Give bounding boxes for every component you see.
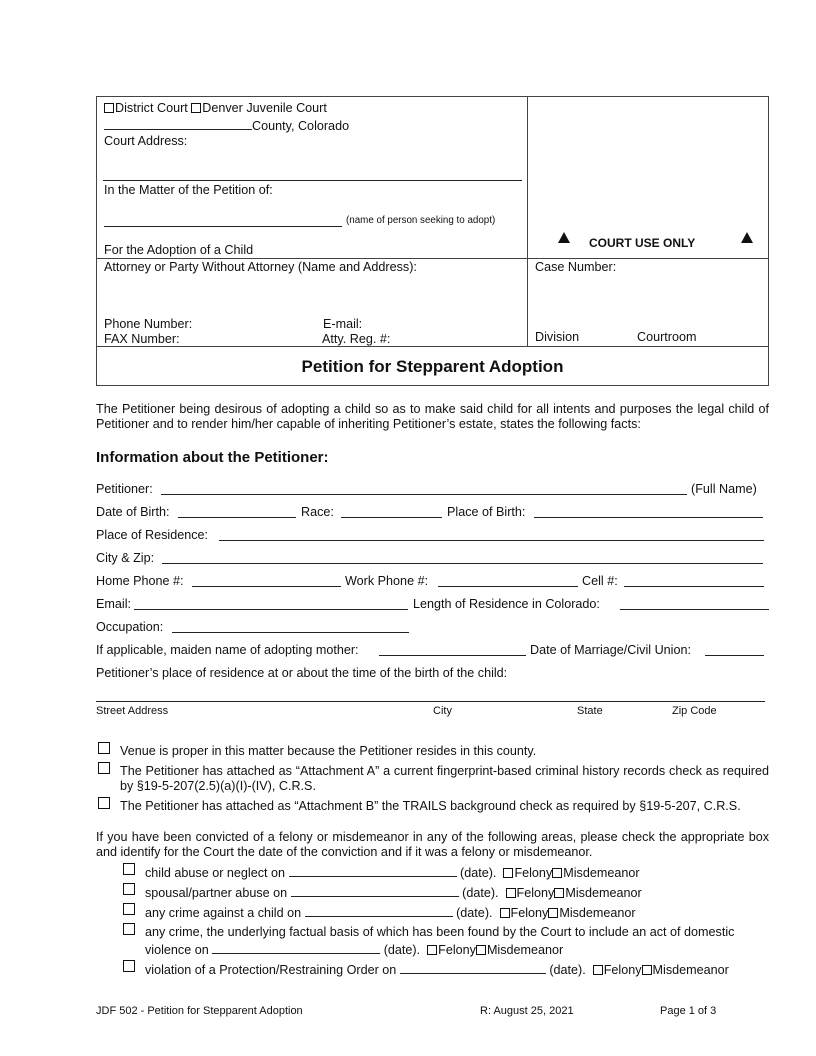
crime-against-child-label: any crime against a child on bbox=[145, 906, 302, 920]
maiden-name-label: If applicable, maiden name of adopting mother: bbox=[96, 643, 359, 657]
felony-checkbox[interactable] bbox=[503, 868, 513, 878]
intro-paragraph: The Petitioner being desirous of adopting a child so as to make said child for all intents and purposes the legal child of Petitioner and to render him/her capable of inheriting Petitioner’s estate, states the following facts: bbox=[96, 402, 769, 431]
attachment-b-checkbox[interactable] bbox=[98, 797, 110, 809]
atty-reg-label: Atty. Reg. #: bbox=[322, 332, 391, 346]
misdemeanor-label: Misdemeanor bbox=[652, 963, 729, 977]
domestic-violence-label-2: violence on bbox=[145, 943, 209, 957]
race-input[interactable] bbox=[341, 517, 442, 518]
felony-label: Felony bbox=[603, 963, 642, 977]
felony-label: Felony bbox=[516, 886, 555, 900]
district-court-checkbox[interactable] bbox=[104, 103, 114, 113]
juvenile-court-label: Denver Juvenile Court bbox=[202, 101, 327, 115]
caption-divider-1 bbox=[96, 258, 769, 259]
case-number-label: Case Number: bbox=[535, 260, 617, 274]
spousal-abuse-row bbox=[145, 885, 642, 901]
zip-code-label: Zip Code bbox=[672, 705, 717, 717]
petitioner-label: Petitioner: bbox=[96, 482, 153, 496]
footer-page: Page 1 of 3 bbox=[660, 1005, 717, 1017]
attachment-a-checkbox[interactable] bbox=[98, 762, 110, 774]
convictions-intro: If you have been convicted of a felony or misdemeanor in any of the following areas, please check the appropriate box and identify for the Court the date of the conviction and if it was a felony or misdemeanor. bbox=[96, 830, 769, 859]
felony-checkbox[interactable] bbox=[593, 965, 603, 975]
felony-label: Felony bbox=[514, 866, 553, 880]
misdemeanor-label: Misdemeanor bbox=[563, 866, 640, 880]
residence-label: Place of Residence: bbox=[96, 528, 209, 542]
city-zip-label: City & Zip: bbox=[96, 551, 155, 565]
date-marriage-label: Date of Marriage/Civil Union: bbox=[530, 643, 691, 657]
dob-input[interactable] bbox=[178, 517, 296, 518]
protection-order-checkbox[interactable] bbox=[123, 960, 135, 972]
domestic-violence-date-input[interactable] bbox=[212, 942, 380, 954]
attachment-a-text: The Petitioner has attached as “Attachment A” a current fingerprint-based criminal history records check as required by §19-5-207(2.5)(a)(I)-(IV), C.R.S. bbox=[120, 764, 769, 793]
work-phone-input[interactable] bbox=[438, 586, 578, 587]
home-phone-input[interactable] bbox=[192, 586, 341, 587]
residence-at-birth-label: Petitioner’s place of residence at or about the time of the birth of the child: bbox=[96, 666, 508, 680]
misdemeanor-checkbox[interactable] bbox=[642, 965, 652, 975]
email-label: E-mail: bbox=[323, 317, 363, 331]
division-label: Division bbox=[535, 330, 580, 344]
child-abuse-date-input[interactable] bbox=[289, 865, 457, 877]
protection-order-label: violation of a Protection/Restraining Order on bbox=[145, 963, 397, 977]
adoption-of-label: For the Adoption of a Child bbox=[104, 243, 254, 257]
spousal-abuse-checkbox[interactable] bbox=[123, 883, 135, 895]
place-of-birth-label: Place of Birth: bbox=[447, 505, 526, 519]
district-court-label: District Court bbox=[115, 101, 188, 115]
protection-order-date-input[interactable] bbox=[400, 962, 546, 974]
misdemeanor-checkbox[interactable] bbox=[554, 888, 564, 898]
caption-divider-vertical bbox=[527, 96, 528, 346]
race-label: Race: bbox=[301, 505, 334, 519]
felony-checkbox[interactable] bbox=[427, 945, 437, 955]
domestic-violence-checkbox[interactable] bbox=[123, 923, 135, 935]
spousal-abuse-label: spousal/partner abuse on bbox=[145, 886, 288, 900]
residence-at-birth-input[interactable] bbox=[96, 701, 765, 702]
residence-input[interactable] bbox=[219, 540, 764, 541]
footer-form-id: JDF 502 - Petition for Stepparent Adoption bbox=[96, 1005, 303, 1017]
dob-label: Date of Birth: bbox=[96, 505, 170, 519]
county-line bbox=[104, 118, 349, 134]
home-phone-label: Home Phone #: bbox=[96, 574, 184, 588]
full-name-label: (Full Name) bbox=[691, 482, 757, 496]
matter-label: In the Matter of the Petition of: bbox=[104, 183, 273, 197]
protection-order-row bbox=[145, 962, 729, 978]
date-label: (date). bbox=[383, 943, 421, 957]
venue-text: Venue is proper in this matter because the Petitioner resides in this county. bbox=[120, 744, 537, 758]
length-residence-label: Length of Residence in Colorado: bbox=[413, 597, 600, 611]
work-phone-label: Work Phone #: bbox=[345, 574, 429, 588]
maiden-name-input[interactable] bbox=[379, 655, 526, 656]
email-label-main: Email: bbox=[96, 597, 131, 611]
caption-divider-2 bbox=[96, 346, 769, 347]
date-label: (date). bbox=[460, 866, 497, 880]
city-label: City bbox=[433, 705, 452, 717]
section-heading: Information about the Petitioner: bbox=[96, 449, 329, 466]
phone-label: Phone Number: bbox=[104, 317, 193, 331]
child-abuse-checkbox[interactable] bbox=[123, 863, 135, 875]
crime-against-child-date-input[interactable] bbox=[305, 905, 453, 917]
cell-input[interactable] bbox=[624, 586, 764, 587]
cell-label: Cell #: bbox=[582, 574, 618, 588]
domestic-violence-label: any crime, the underlying factual basis of which has been found by the Court to include an act of domestic bbox=[145, 925, 735, 939]
attorney-label: Attorney or Party Without Attorney (Name and Address): bbox=[104, 260, 417, 274]
attachment-b-text: The Petitioner has attached as “Attachment B” the TRAILS background check as required by §19-5-207, C.R.S. bbox=[120, 799, 741, 813]
length-residence-input[interactable] bbox=[620, 609, 769, 610]
child-abuse-row bbox=[145, 865, 640, 881]
crime-against-child-row bbox=[145, 905, 636, 921]
felony-label: Felony bbox=[438, 943, 476, 957]
misdemeanor-checkbox[interactable] bbox=[552, 868, 562, 878]
arrow-up-icon bbox=[741, 232, 753, 243]
date-label: (date). bbox=[549, 963, 586, 977]
email-input[interactable] bbox=[134, 609, 408, 610]
child-abuse-label: child abuse or neglect on bbox=[145, 866, 286, 880]
misdemeanor-label: Misdemeanor bbox=[486, 943, 564, 957]
arrow-up-icon bbox=[558, 232, 570, 243]
adopter-hint: (name of person seeking to adopt) bbox=[346, 215, 496, 226]
date-marriage-input[interactable] bbox=[705, 655, 764, 656]
county-input[interactable] bbox=[104, 118, 252, 130]
venue-checkbox[interactable] bbox=[98, 742, 110, 754]
misdemeanor-label: Misdemeanor bbox=[559, 906, 636, 920]
footer-revision: R: August 25, 2021 bbox=[480, 1005, 574, 1017]
spousal-abuse-date-input[interactable] bbox=[291, 885, 459, 897]
fax-label: FAX Number: bbox=[104, 332, 180, 346]
court-address-input[interactable] bbox=[103, 180, 522, 181]
occupation-input[interactable] bbox=[172, 632, 409, 633]
date-label: (date). bbox=[462, 886, 499, 900]
form-title: Petition for Stepparent Adoption bbox=[301, 357, 564, 376]
county-label: County, Colorado bbox=[252, 119, 350, 133]
misdemeanor-label: Misdemeanor bbox=[565, 886, 642, 900]
occupation-label: Occupation: bbox=[96, 620, 164, 634]
court-address-label: Court Address: bbox=[104, 134, 188, 148]
city-zip-input[interactable] bbox=[162, 563, 763, 564]
date-label: (date). bbox=[456, 906, 493, 920]
domestic-violence-row bbox=[145, 942, 563, 958]
felony-label: Felony bbox=[510, 906, 549, 920]
misdemeanor-checkbox[interactable] bbox=[548, 908, 558, 918]
felony-checkbox[interactable] bbox=[500, 908, 510, 918]
juvenile-court-checkbox[interactable] bbox=[191, 103, 201, 113]
street-address-label: Street Address bbox=[96, 705, 169, 717]
petitioner-name-input[interactable] bbox=[161, 494, 687, 495]
court-selection bbox=[104, 101, 327, 116]
adopter-name-input[interactable] bbox=[104, 226, 342, 227]
courtroom-label: Courtroom bbox=[637, 330, 697, 344]
crime-against-child-checkbox[interactable] bbox=[123, 903, 135, 915]
misdemeanor-checkbox[interactable] bbox=[476, 945, 486, 955]
state-label: State bbox=[577, 705, 603, 717]
place-of-birth-input[interactable] bbox=[534, 517, 763, 518]
court-use-only: COURT USE ONLY bbox=[589, 236, 696, 250]
felony-checkbox[interactable] bbox=[506, 888, 516, 898]
